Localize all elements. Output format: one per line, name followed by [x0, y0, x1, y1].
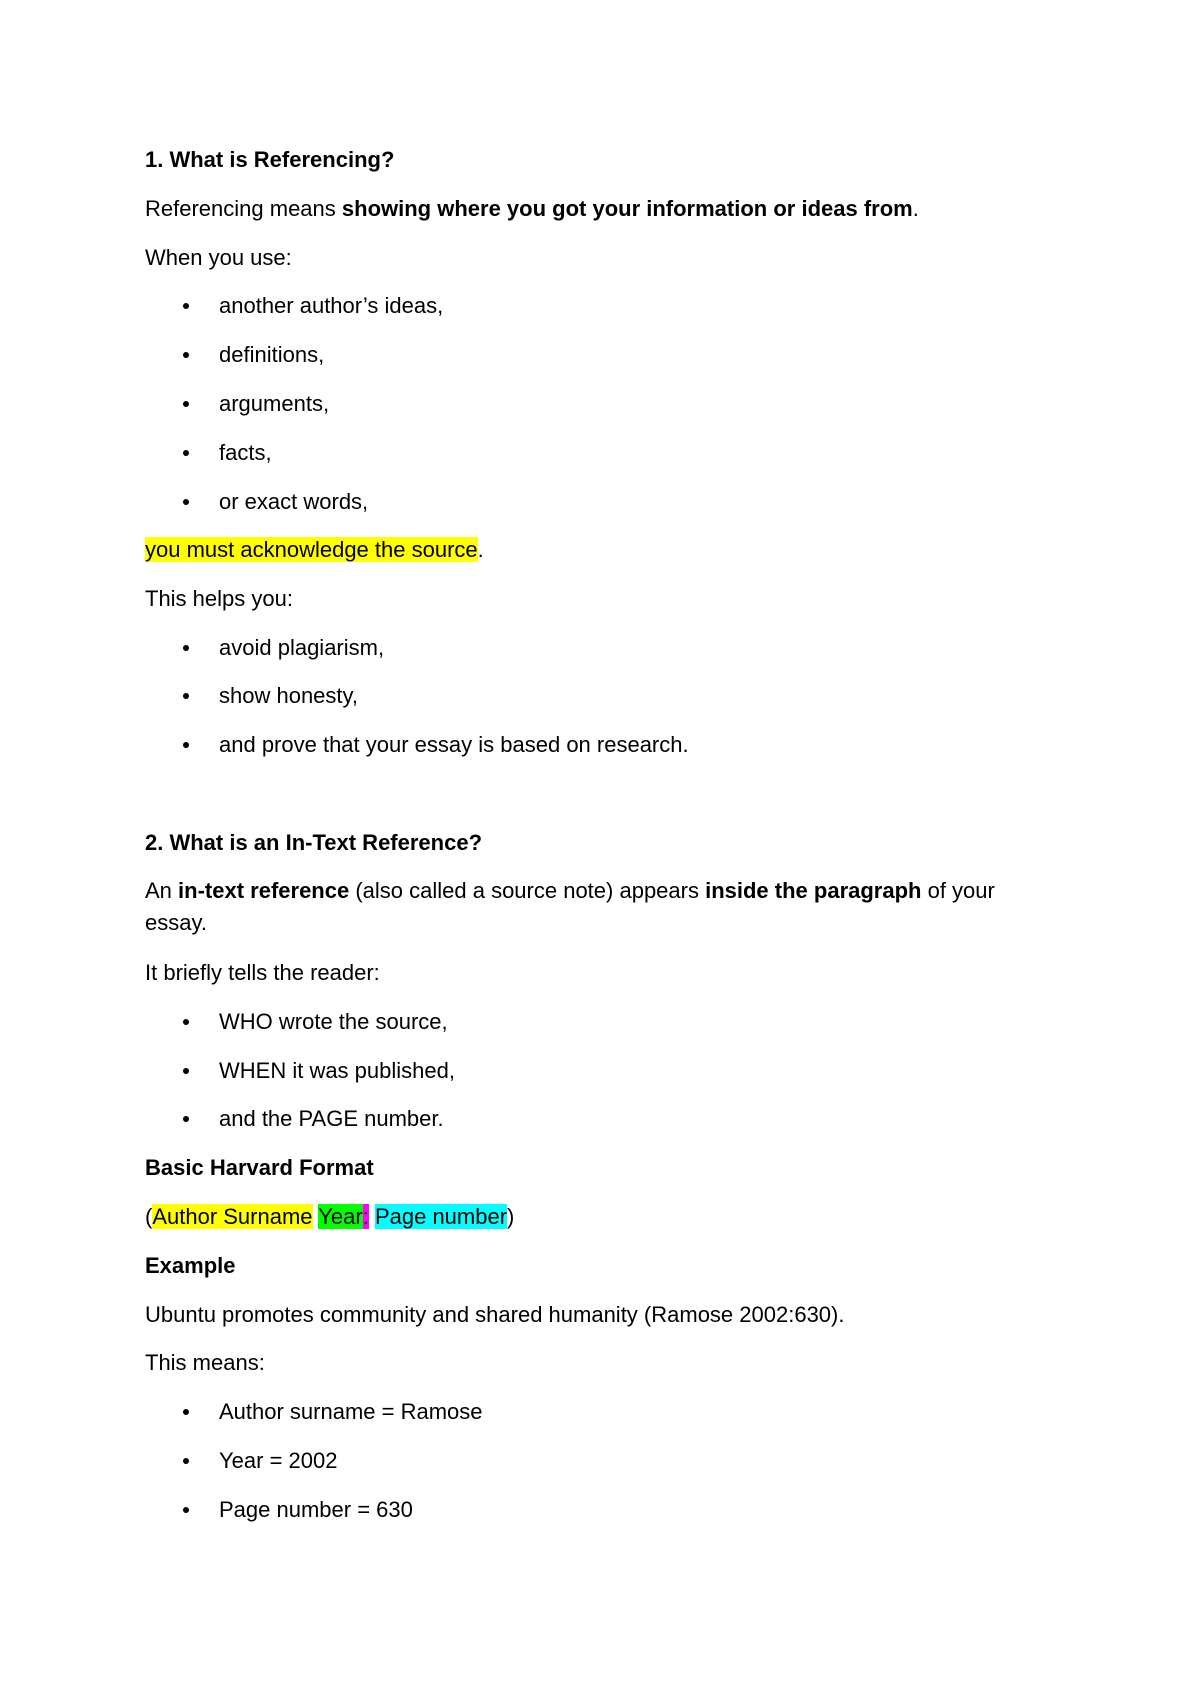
acknowledge-line: [145, 537, 484, 563]
list-item-text: facts,: [219, 440, 272, 465]
format-open-paren: (: [145, 1204, 153, 1229]
list-item-text: show honesty,: [219, 683, 359, 708]
helps-intro: This helps you:: [145, 586, 293, 611]
list-item-text: Author surname = Ramose: [219, 1399, 483, 1424]
format-heading: Basic Harvard Format: [145, 1155, 374, 1180]
bullet-icon: [183, 450, 189, 456]
definition-prefix: Referencing means: [145, 196, 342, 221]
bullet-icon: [183, 1019, 189, 1025]
highlighted-text: you must acknowledge the source: [145, 537, 478, 562]
definition-suffix: .: [912, 196, 919, 221]
bullet-icon: [183, 742, 189, 748]
list-item-text: WHEN it was published,: [219, 1058, 455, 1083]
bullet-icon: [183, 499, 189, 505]
list-item-text: another author’s ideas,: [219, 293, 444, 318]
example-sentence: Ubuntu promotes community and shared humanity (Ramose 2002:630).: [145, 1302, 845, 1327]
acknowledge-suffix: .: [477, 537, 484, 562]
format-colon: :: [362, 1204, 369, 1229]
definition-prefix: An: [145, 878, 179, 903]
format-author: Author Surname: [152, 1204, 313, 1229]
bullet-icon: [183, 401, 189, 407]
bullet-icon: [183, 1068, 189, 1074]
list-item-text: arguments,: [219, 391, 330, 416]
bullet-icon: [183, 693, 189, 699]
definition-middle: (also called a source note) appears: [349, 878, 706, 903]
in-text-definition: [145, 875, 1050, 939]
list-item-text: definitions,: [219, 342, 325, 367]
bullet-icon: [183, 1116, 189, 1122]
when-you-use-intro: When you use:: [145, 245, 292, 270]
list-item-text: WHO wrote the source,: [219, 1009, 448, 1034]
definition-bold: inside the paragraph: [705, 878, 922, 903]
definition-bold: showing where you got your information or ideas from: [341, 196, 913, 221]
format-year: Year: [318, 1204, 363, 1229]
bullet-icon: [183, 1507, 189, 1513]
list-item-text: avoid plagiarism,: [219, 635, 385, 660]
section-2-heading: 2. What is an In-Text Reference?: [145, 830, 483, 855]
tells-intro: It briefly tells the reader:: [145, 960, 380, 985]
list-item-text: Page number = 630: [219, 1497, 413, 1522]
bullet-icon: [183, 352, 189, 358]
bullet-icon: [183, 645, 189, 651]
definition-bold: in-text reference: [178, 878, 350, 903]
harvard-format: [145, 1204, 514, 1230]
section-1-heading: 1. What is Referencing?: [145, 147, 395, 172]
bullet-icon: [183, 1458, 189, 1464]
list-item-text: Year = 2002: [219, 1448, 338, 1473]
list-item-text: and the PAGE number.: [219, 1106, 444, 1131]
format-page: Page number: [374, 1204, 508, 1229]
format-close-paren: ): [507, 1204, 515, 1229]
example-heading: Example: [145, 1253, 236, 1278]
list-item-text: or exact words,: [219, 489, 369, 514]
means-intro: This means:: [145, 1350, 265, 1375]
bullet-icon: [183, 1409, 189, 1415]
definition-end: of your essay.: [145, 878, 995, 935]
list-item-text: and prove that your essay is based on research.: [219, 732, 689, 757]
referencing-definition: [145, 196, 919, 222]
bullet-icon: [183, 303, 189, 309]
